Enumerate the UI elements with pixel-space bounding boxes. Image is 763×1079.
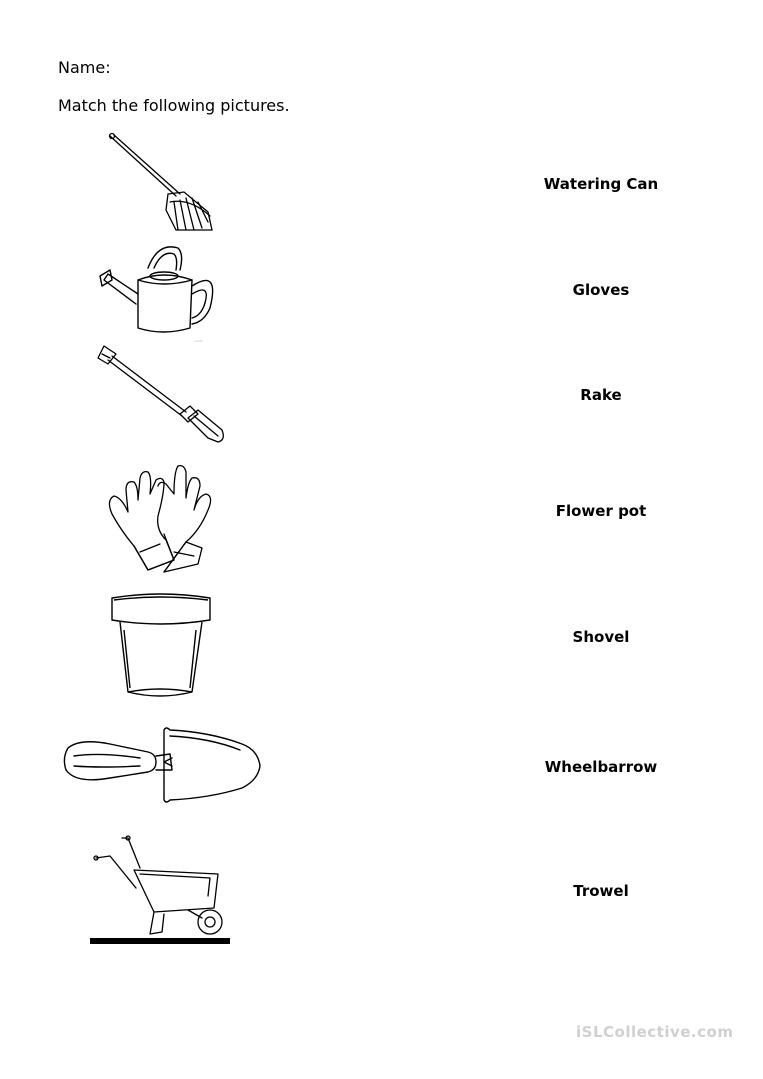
name-label: Name: <box>58 58 111 77</box>
word-flower-pot: Flower pot <box>555 502 647 520</box>
trowel-icon <box>60 726 265 808</box>
watermark: iSLCollective.com <box>576 1023 734 1041</box>
word-wheelbarrow: Wheelbarrow <box>544 758 658 776</box>
instructions: Match the following pictures. <box>58 96 290 115</box>
svg-text:credit: credit <box>194 339 203 343</box>
word-rake: Rake <box>580 386 622 404</box>
wheelbarrow-icon <box>88 834 233 946</box>
word-gloves: Gloves <box>572 281 630 299</box>
gloves-icon <box>104 460 219 575</box>
rake-icon <box>104 132 219 237</box>
shovel-icon <box>94 344 234 449</box>
word-watering-can: Watering Can <box>543 175 659 193</box>
watering-can-icon <box>98 240 243 345</box>
flower-pot-icon <box>108 590 218 700</box>
word-shovel: Shovel <box>572 628 630 646</box>
word-trowel: Trowel <box>573 882 629 900</box>
